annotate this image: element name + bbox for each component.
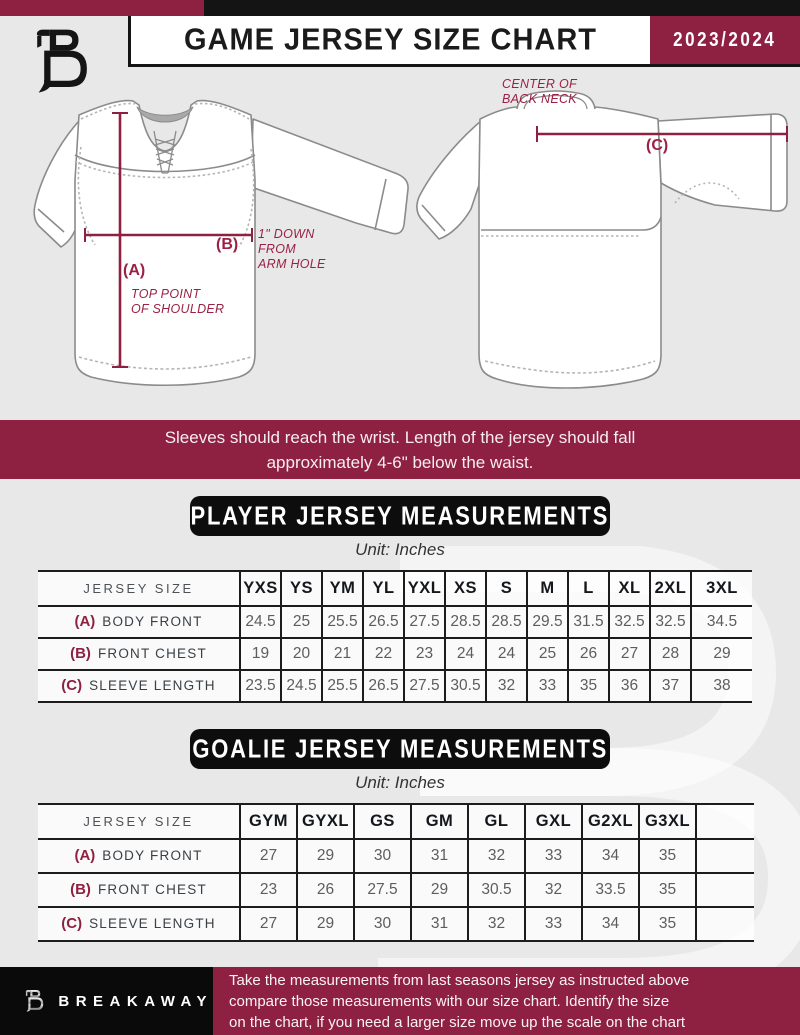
measurement-cell: 24.5 xyxy=(240,606,281,638)
measurement-cell: 27 xyxy=(240,907,297,941)
fit-note-banner xyxy=(0,420,800,479)
measurement-cell: 32 xyxy=(468,907,525,941)
measurement-cell: 23 xyxy=(404,638,445,670)
note-center-of-back-neck: CENTER OF BACK NECK xyxy=(502,77,577,106)
label-a: (A) xyxy=(123,262,146,279)
measurement-cell: 26 xyxy=(297,873,354,907)
size-header-cell: XS xyxy=(445,571,486,606)
measurement-cell: 26 xyxy=(568,638,609,670)
footer-instruction-line: on the chart, if you need a larger size move up the scale on the chart xyxy=(229,1013,686,1031)
measurement-cell: 34 xyxy=(582,907,639,941)
measurement-cell: 32 xyxy=(468,839,525,873)
measurement-cell: 35 xyxy=(639,839,696,873)
goalie-unit-label: Unit: Inches xyxy=(355,773,445,792)
measurement-cell: 30 xyxy=(354,839,411,873)
player-size-table xyxy=(38,570,752,703)
measurement-cell: 32 xyxy=(525,873,582,907)
size-header-cell: GYM xyxy=(240,804,297,839)
measurement-cell: 23.5 xyxy=(240,670,281,702)
measurement-cell: 24 xyxy=(445,638,486,670)
size-header-cell: YXL xyxy=(404,571,445,606)
footer-instructions xyxy=(213,967,800,1035)
label-c: (C) xyxy=(646,137,669,154)
footer-instruction-line: Take the measurements from last seasons jersey as instructed above xyxy=(229,971,690,989)
measurement-cell: 30 xyxy=(354,907,411,941)
row-label: BODY FRONT xyxy=(102,614,203,629)
title-box xyxy=(128,16,650,67)
measurement-cell: 27.5 xyxy=(354,873,411,907)
row-key: (B) xyxy=(70,645,91,662)
fit-note-line: Sleeves should reach the wrist. Length of the jersey should fall xyxy=(164,427,636,447)
measurement-cell xyxy=(696,907,754,941)
measurement-cell: 28.5 xyxy=(486,606,527,638)
measurement-cell: 30.5 xyxy=(445,670,486,702)
brand-name: BREAKAWAY xyxy=(58,992,213,1010)
player-measurements-badge: PLAYER JERSEY MEASUREMENTS xyxy=(190,496,610,536)
row-key: (C) xyxy=(61,915,83,932)
measurement-cell: 29 xyxy=(691,638,752,670)
measurement-cell: 32.5 xyxy=(609,606,650,638)
measurement-cell: 27 xyxy=(240,839,297,873)
measurement-cell: 19 xyxy=(240,638,281,670)
row-label-cell xyxy=(38,606,240,638)
table-corner-label: JERSEY SIZE xyxy=(38,571,240,606)
measurement-cell: 20 xyxy=(281,638,322,670)
row-label: SLEEVE LENGTH xyxy=(89,678,216,693)
table-corner-label: JERSEY SIZE xyxy=(38,804,240,839)
measurement-cell: 35 xyxy=(639,873,696,907)
measurement-cell: 27.5 xyxy=(404,670,445,702)
measurement-cell: 29.5 xyxy=(527,606,568,638)
measurement-cell: 35 xyxy=(639,907,696,941)
size-header-cell: L xyxy=(568,571,609,606)
measurement-cell: 29 xyxy=(411,873,468,907)
measurement-cell: 27 xyxy=(609,638,650,670)
measurement-cell: 29 xyxy=(297,907,354,941)
size-header-cell: 2XL xyxy=(650,571,691,606)
measurement-cell: 29 xyxy=(297,839,354,873)
measurement-cell: 33.5 xyxy=(582,873,639,907)
row-label: FRONT CHEST xyxy=(97,882,207,897)
size-header-cell: YM xyxy=(322,571,363,606)
measurement-cell: 31 xyxy=(411,907,468,941)
goalie-measurements-badge: GOALIE JERSEY MEASUREMENTS xyxy=(190,729,610,769)
measurement-cell: 34 xyxy=(582,839,639,873)
measurement-cell: 33 xyxy=(527,670,568,702)
measurement-cell: 32 xyxy=(486,670,527,702)
size-header-cell: GS xyxy=(354,804,411,839)
size-header-cell: YS xyxy=(281,571,322,606)
measurement-cell: 25 xyxy=(527,638,568,670)
size-header-cell: G3XL xyxy=(639,804,696,839)
footer-instruction-line: compare those measurements with our size chart. Identify the size xyxy=(229,992,670,1010)
measurement-cell: 28.5 xyxy=(445,606,486,638)
row-key: (C) xyxy=(61,677,83,694)
measurement-cell: 38 xyxy=(691,670,752,702)
row-key: (A) xyxy=(74,613,96,630)
fit-note-line: approximately 4-6" below the waist. xyxy=(266,452,534,472)
measurement-cell: 36 xyxy=(609,670,650,702)
size-header-cell: M xyxy=(527,571,568,606)
measurement-cell: 24 xyxy=(486,638,527,670)
measurement-cell: 25.5 xyxy=(322,670,363,702)
measurement-cell: 31.5 xyxy=(568,606,609,638)
measurement-cell: 30.5 xyxy=(468,873,525,907)
measurement-cell: 33 xyxy=(525,839,582,873)
breakaway-logo-icon xyxy=(22,985,46,1018)
season-badge xyxy=(650,16,800,67)
size-header-cell: S xyxy=(486,571,527,606)
size-header-cell: XL xyxy=(609,571,650,606)
size-header-cell: 3XL xyxy=(691,571,752,606)
measurement-cell: 31 xyxy=(411,839,468,873)
jersey-diagrams xyxy=(15,85,795,415)
measurement-cell: 35 xyxy=(568,670,609,702)
size-header-cell: GL xyxy=(468,804,525,839)
back-jersey-outline xyxy=(417,91,787,388)
row-label-cell xyxy=(38,670,240,702)
size-header-cell: GM xyxy=(411,804,468,839)
row-label-cell xyxy=(38,907,240,941)
size-header-cell xyxy=(696,804,754,839)
label-b: (B) xyxy=(216,236,239,253)
row-label: SLEEVE LENGTH xyxy=(89,916,216,931)
measurement-cell: 33 xyxy=(525,907,582,941)
row-label-cell xyxy=(38,839,240,873)
row-key: (B) xyxy=(70,881,91,898)
row-label: FRONT CHEST xyxy=(97,646,207,661)
top-accent-bar-black xyxy=(204,0,800,16)
goalie-size-table xyxy=(38,803,754,942)
measurement-cell: 37 xyxy=(650,670,691,702)
measurement-cell xyxy=(696,839,754,873)
season-label: 2023/2024 xyxy=(673,28,777,51)
size-header-cell: G2XL xyxy=(582,804,639,839)
row-key: (A) xyxy=(74,847,96,864)
row-label-cell xyxy=(38,873,240,907)
measurement-cell: 26.5 xyxy=(363,606,404,638)
size-header-cell: YXS xyxy=(240,571,281,606)
measurement-cell xyxy=(696,873,754,907)
measurement-cell: 21 xyxy=(322,638,363,670)
measurement-cell: 34.5 xyxy=(691,606,752,638)
measurement-cell: 27.5 xyxy=(404,606,445,638)
footer-brand-panel xyxy=(0,967,213,1035)
size-header-cell: GYXL xyxy=(297,804,354,839)
measurement-cell: 24.5 xyxy=(281,670,322,702)
top-accent-bar-maroon xyxy=(0,0,204,16)
player-unit-label: Unit: Inches xyxy=(355,540,445,559)
measurement-cell: 26.5 xyxy=(363,670,404,702)
page-title: GAME JERSEY SIZE CHART xyxy=(183,22,598,57)
measurement-cell: 25.5 xyxy=(322,606,363,638)
size-header-cell: YL xyxy=(363,571,404,606)
row-label: BODY FRONT xyxy=(102,848,203,863)
row-label-cell xyxy=(38,638,240,670)
measurement-cell: 25 xyxy=(281,606,322,638)
measurement-cell: 22 xyxy=(363,638,404,670)
measurement-cell: 23 xyxy=(240,873,297,907)
note-down-from-armhole: 1" DOWN FROM ARM HOLE xyxy=(258,227,326,271)
note-top-point-of-shoulder: TOP POINT OF SHOULDER xyxy=(131,287,225,316)
measurement-cell: 32.5 xyxy=(650,606,691,638)
size-header-cell: GXL xyxy=(525,804,582,839)
measurement-cell: 28 xyxy=(650,638,691,670)
